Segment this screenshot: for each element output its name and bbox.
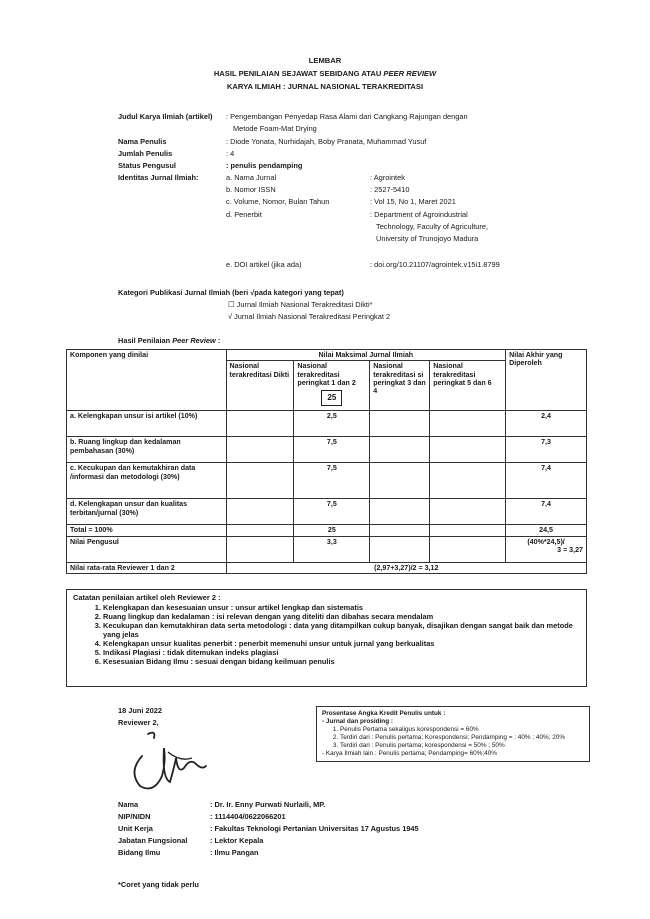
list-item: 1. Penulis Pertama sekaligus korespondensi = 60%: [340, 726, 584, 734]
row-label: c. Kecukupan dan kemutakhiran data /informasi dan metodologi (30%): [67, 463, 227, 499]
total-label: Total = 100%: [67, 525, 227, 536]
average-value: (2,97+3,27)/2 = 3,12: [226, 562, 586, 573]
list-item: 2. Ruang lingkup dan kedalaman : isi relevan dengan yang diteliti dan dibahas secara mendalam: [103, 612, 580, 621]
bidang-value: : Ilmu Pangan: [210, 848, 259, 857]
average-row: [67, 562, 587, 573]
header-komponen: Komponen yang dinilai: [67, 350, 227, 411]
list-item: 3. Kecukupan dan kemutakhiran data serta metodologi : data yang ditampilkan cukup banyak, disajikan dengan sangat baik dan metode yang jelas: [103, 621, 580, 639]
header-nilai-akhir: Nilai Akhir yang Diperoleh: [506, 350, 587, 411]
list-item: 4. Kelengkapan unsur kualitas penerbit : penerbit memenuhi unsur untuk jurnal yang berkualitas: [103, 639, 580, 648]
issn-value: : 2527-5410: [370, 185, 410, 194]
sign-date: 18 Juni 2022: [118, 706, 162, 715]
jumlah-label: Jumlah Penulis: [118, 149, 173, 158]
reviewer-notes: [66, 589, 587, 687]
credit-other: - Karya Ilmiah lain : Penulis pertama; Pendamping= 60%;40%: [322, 750, 497, 757]
nama-value: : Dr. Ir. Enny Purwati Nurlaili, MP.: [210, 800, 326, 809]
penerbit-label: d. Penerbit: [226, 210, 262, 219]
penulis-label: Nama Penulis: [118, 137, 167, 146]
header-col-dikti: Nasional terakreditasi Dikti: [226, 361, 294, 411]
issn-label: b. Nomor ISSN: [226, 185, 276, 194]
jumlah-value: : 4: [226, 149, 235, 158]
row-final: 2,4: [506, 411, 587, 437]
volume-label: c. Volume, Nomor, Bulan Tahun: [226, 197, 330, 206]
kategori-option-dikti: ☐ Jurnal Ilmiah Nasional Terakreditasi Dikti*: [228, 300, 373, 309]
doi-label: e. DOI artikel (jika ada): [226, 260, 302, 269]
penerbit-value-2: Technology, Faculty of Agriculture,: [376, 222, 489, 231]
row-label: a. Kelengkapan unsur isi artikel (10%): [67, 411, 227, 437]
jabatan-label: Jabatan Fungsional: [118, 836, 188, 845]
total-max: 25: [294, 525, 370, 536]
unit-label: Unit Kerja: [118, 824, 153, 833]
judul-label: Judul Karya Ilmiah (artikel): [118, 112, 213, 121]
footnote: *Coret yang tidak perlu: [118, 880, 199, 889]
list-item: 3. Terdiri dari : Penulis pertama; korespondensi = 50% ; 50%: [340, 742, 584, 750]
table-row: [67, 463, 587, 499]
total-row: [67, 525, 587, 536]
volume-value: : Vol 15, No 1, Maret 2021: [370, 197, 456, 206]
total-final: 24,5: [506, 525, 587, 536]
average-label: Nilai rata-rata Reviewer 1 dan 2: [67, 562, 227, 573]
pengusul-max: 3,3: [294, 536, 370, 562]
kategori-option-peringkat: √ Jurnal Ilmiah Nasional Terakreditasi Peringkat 2: [228, 312, 391, 321]
doc-title: LEMBAR: [308, 56, 342, 65]
table-row: [67, 437, 587, 463]
table-header-row: [67, 350, 587, 361]
list-item: 6. Kesesuaian Bidang Ilmu : sesuai dengan bidang keilmuan penulis: [103, 657, 580, 666]
penulis-value: : Diode Yonata, Nurhidajah, Boby Pranata, Muhammad Yusuf: [226, 137, 427, 146]
judul-value-2: Metode Foam-Mat Drying: [233, 124, 317, 133]
row-max: 7,5: [294, 437, 370, 463]
judul-value: : Pengembangan Penyedap Rasa Alami dari Cangkang Rajungan dengan: [226, 112, 468, 121]
row-final: 7,4: [506, 499, 587, 525]
doc-subtitle: HASIL PENILAIAN SEJAWAT SEBIDANG ATAU PEER REVIEW: [213, 69, 437, 78]
header-col-peringkat-3-4: Nasional terakreditasi si peringkat 3 dan 4: [370, 361, 430, 411]
pengusul-final: (40%*24,5)/ 3 = 3,27: [506, 536, 587, 562]
credit-box: [316, 706, 590, 762]
penerbit-value: : Department of Agroindustrial: [370, 210, 468, 219]
status-value: : penulis pendamping: [226, 161, 303, 170]
peringkat-box: 25: [321, 390, 342, 405]
credit-subtitle: - Jurnal dan prosiding :: [322, 718, 394, 725]
pengusul-row: [67, 536, 587, 562]
signature-image: [118, 728, 218, 798]
row-final: 7,3: [506, 437, 587, 463]
list-item: 2. Terdiri dari : Penulis pertama; Korespondensi; Pendamping = : 40% ; 40%; 20%: [340, 734, 584, 742]
status-label: Status Pengusul: [118, 161, 176, 170]
row-label: d. Kelengkapan unsur dan kualitas terbitan/jurnal (30%): [67, 499, 227, 525]
pengusul-label: Nilai Pengusul: [67, 536, 227, 562]
header-col-peringkat-1-2: Nasional terakreditasi peringkat 1 dan 2 25: [294, 361, 370, 411]
nama-label: Nama: [118, 800, 139, 809]
jurnal-name-label: a. Nama Jurnal: [226, 173, 277, 182]
jabatan-value: : Lektor Kepala: [210, 836, 264, 845]
header-col-peringkat-5-6: Nasional terakreditasi peringkat 5 dan 6: [430, 361, 506, 411]
review-table: [66, 349, 587, 574]
bidang-label: Bidang Ilmu: [118, 848, 161, 857]
notes-title: Catatan penilaian artikel oleh Reviewer 2 :: [73, 593, 221, 602]
credit-title: Prosentase Angka Kredit Penulis untuk :: [322, 710, 446, 717]
row-label: b. Ruang lingkup dan kedalaman pembahasan (30%): [67, 437, 227, 463]
identitas-label: Identitas Jurnal Ilmiah:: [118, 173, 199, 182]
row-final: 7,4: [506, 463, 587, 499]
kategori-title: Kategori Publikasi Jurnal Ilmiah (beri √pada kategori yang tepat): [118, 288, 344, 297]
review-title: Hasil Penilaian Peer Review :: [118, 336, 221, 345]
sign-role: Reviewer 2,: [118, 718, 159, 727]
table-row: [67, 499, 587, 525]
table-row: [67, 411, 587, 437]
nip-label: NIP/NIDN: [118, 812, 151, 821]
row-max: 7,5: [294, 463, 370, 499]
header-nilai-maks: Nilai Maksimal Jurnal Ilmiah: [226, 350, 506, 361]
unit-value: : Fakultas Teknologi Pertanian Universitas 17 Agustus 1945: [210, 824, 419, 833]
nip-value: : 1114404/0622066201: [210, 812, 286, 821]
list-item: 5. Indikasi Plagiasi : tidak ditemukan indeks plagiasi: [103, 648, 580, 657]
list-item: 1. Kelengkapan dan kesesuaian unsur : unsur artikel lengkap dan sistematis: [103, 603, 580, 612]
jurnal-name-value: : Agrointek: [370, 173, 405, 182]
doc-subtitle-2: KARYA ILMIAH : JURNAL NASIONAL TERAKREDITASI: [226, 82, 424, 91]
row-max: 2,5: [294, 411, 370, 437]
doi-value: : doi.org/10.21107/agrointek.v15i1.8799: [370, 260, 500, 269]
row-max: 7,5: [294, 499, 370, 525]
penerbit-value-3: University of Trunojoyo Madura: [376, 234, 479, 243]
